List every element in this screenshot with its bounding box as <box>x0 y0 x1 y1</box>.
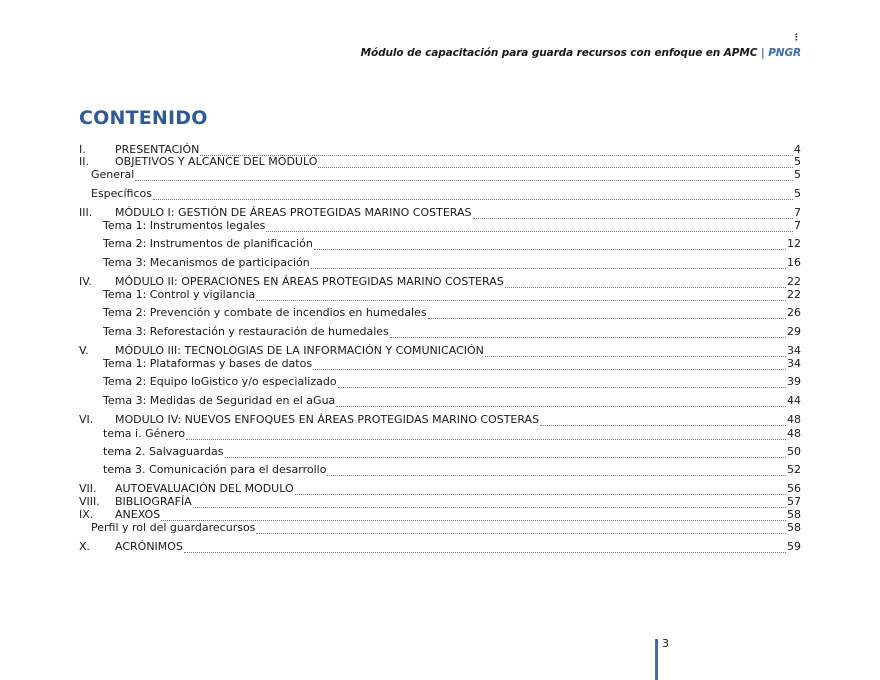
toc-number: IV. <box>79 275 92 288</box>
toc-leader <box>256 523 786 534</box>
toc-text: General <box>91 168 135 181</box>
toc-text: tema i. Género <box>103 427 186 440</box>
page-title: CONTENIDO <box>79 107 208 129</box>
toc-leader <box>314 239 786 250</box>
toc-entry[interactable] <box>79 374 801 388</box>
toc-page: 39 <box>787 375 801 388</box>
toc-number: IX. <box>79 508 94 521</box>
toc-page: 58 <box>787 521 801 534</box>
toc-entry[interactable] <box>79 167 801 181</box>
toc-page: 4 <box>794 143 801 156</box>
toc-text: Tema 3: Medidas de Seguridad en el aGua <box>103 394 336 407</box>
toc-leader <box>313 359 786 370</box>
toc-number: X. <box>79 540 91 553</box>
toc-page: 26 <box>787 306 801 319</box>
toc-entry[interactable] <box>79 412 801 426</box>
toc-text: Tema 1: Control y vigilancia <box>103 288 256 301</box>
toc-leader <box>311 258 786 269</box>
toc-number: VII. <box>79 482 97 495</box>
toc-text: Tema 2: Instrumentos de planificación <box>103 237 313 250</box>
toc-leader <box>186 429 786 440</box>
toc-entry[interactable] <box>79 305 801 319</box>
toc-entry[interactable] <box>79 356 801 370</box>
toc-entry[interactable] <box>79 287 801 301</box>
toc-entry[interactable] <box>79 324 801 338</box>
toc-text: Específicos <box>91 187 152 200</box>
toc-entry[interactable] <box>79 274 801 288</box>
toc-text: PRESENTACIÓN <box>115 143 200 156</box>
toc-entry[interactable] <box>79 494 801 508</box>
toc-leader <box>184 542 786 553</box>
toc-entry[interactable] <box>79 426 801 440</box>
toc-text: MÓDULO II: OPERACIONES EN ÁREAS PROTEGIDAS MARINO COSTERAS <box>115 275 504 288</box>
toc-leader <box>336 396 786 407</box>
toc-entry[interactable] <box>79 255 801 269</box>
toc-number: III. <box>79 206 93 219</box>
toc-entry[interactable] <box>79 186 801 200</box>
toc-text: MÓDULO I: GESTIÓN DE ÁREAS PROTEGIDAS MARINO COSTERAS <box>115 206 472 219</box>
toc-entry[interactable] <box>79 539 801 553</box>
toc-text: ACRÓNIMOS <box>115 540 183 553</box>
toc-page: 16 <box>787 256 801 269</box>
header-org: PNGR <box>768 47 801 59</box>
toc-text: tema 2. Salvaguardas <box>103 445 224 458</box>
toc-page: 50 <box>787 445 801 458</box>
toc-page: 56 <box>787 482 801 495</box>
toc-text: Tema 1: Instrumentos legales <box>103 219 266 232</box>
toc-entry[interactable] <box>79 218 801 232</box>
toc-entry[interactable] <box>79 393 801 407</box>
toc-page: 12 <box>787 237 801 250</box>
toc-entry[interactable] <box>79 343 801 357</box>
toc-page: 5 <box>794 187 801 200</box>
page-number: 3 <box>662 637 669 650</box>
header-separator: | <box>760 47 765 59</box>
toc-page: 7 <box>794 206 801 219</box>
header-title: Módulo de capacitación para guarda recursos con enfoque en APMC <box>360 47 758 59</box>
toc-leader <box>338 377 786 388</box>
toc-entry[interactable] <box>79 154 801 168</box>
toc-text: Tema 2: Equipo loGistico y/o especializado <box>103 375 337 388</box>
toc-text: Tema 3: Reforestación y restauración de humedales <box>103 325 389 338</box>
toc-text: MÓDULO III: TECNOLOGIAS DE LA INFORMACIÓN Y COMUNICACIÓN <box>115 344 484 357</box>
toc-page: 52 <box>787 463 801 476</box>
toc-leader <box>390 327 786 338</box>
toc-page: 44 <box>787 394 801 407</box>
toc-entry[interactable] <box>79 444 801 458</box>
toc-page: 48 <box>787 413 801 426</box>
toc-text: Perfil y rol del guardarecursos <box>91 521 256 534</box>
toc-number: II. <box>79 155 89 168</box>
toc-leader <box>540 415 786 426</box>
toc-text: Tema 2: Prevención y combate de incendios en humedales <box>103 306 427 319</box>
toc-page: 22 <box>787 288 801 301</box>
toc-page: 48 <box>787 427 801 440</box>
toc-page: 22 <box>787 275 801 288</box>
toc-text: AUTOEVALUACIÓN DEL MODULO <box>115 482 294 495</box>
toc-page: 59 <box>787 540 801 553</box>
header-dots: ⋮ <box>792 33 801 43</box>
toc-leader <box>266 221 793 232</box>
toc-page: 7 <box>794 219 801 232</box>
toc-page: 34 <box>787 344 801 357</box>
toc-text: Tema 1: Plataformas y bases de datos <box>103 357 313 370</box>
toc-entry[interactable] <box>79 520 801 534</box>
toc-number: VI. <box>79 413 94 426</box>
toc-number: I. <box>79 143 86 156</box>
toc-leader <box>327 465 786 476</box>
toc-page: 29 <box>787 325 801 338</box>
toc-leader <box>225 447 786 458</box>
toc-number: VIII. <box>79 495 100 508</box>
toc-text: OBJETIVOS Y ALCANCE DEL MÓDULO <box>115 155 318 168</box>
running-header <box>361 47 801 59</box>
toc-entry[interactable] <box>79 481 801 495</box>
toc-text: Tema 3: Mecanismos de participación <box>103 256 310 269</box>
toc-entry[interactable] <box>79 462 801 476</box>
toc-leader <box>256 290 786 301</box>
toc-entry[interactable] <box>79 205 801 219</box>
toc-leader <box>153 189 793 200</box>
toc-text: tema 3. Comunicación para el desarrollo <box>103 463 327 476</box>
toc-leader <box>428 308 786 319</box>
toc-page: 5 <box>794 168 801 181</box>
toc-text: MODULO IV: NUEVOS ENFOQUES EN ÁREAS PROTEGIDAS MARINO COSTERAS <box>115 413 540 426</box>
toc-text: BIBLIOGRAFÍA <box>115 495 192 508</box>
toc-number: V. <box>79 344 89 357</box>
page-number-bar <box>655 639 658 680</box>
toc-page: 58 <box>787 508 801 521</box>
toc-entry[interactable] <box>79 236 801 250</box>
toc-page: 57 <box>787 495 801 508</box>
toc-page: 34 <box>787 357 801 370</box>
toc-leader <box>135 170 793 181</box>
toc-page: 5 <box>794 155 801 168</box>
toc-text: ANEXOS <box>115 508 161 521</box>
toc-entry[interactable] <box>79 507 801 521</box>
